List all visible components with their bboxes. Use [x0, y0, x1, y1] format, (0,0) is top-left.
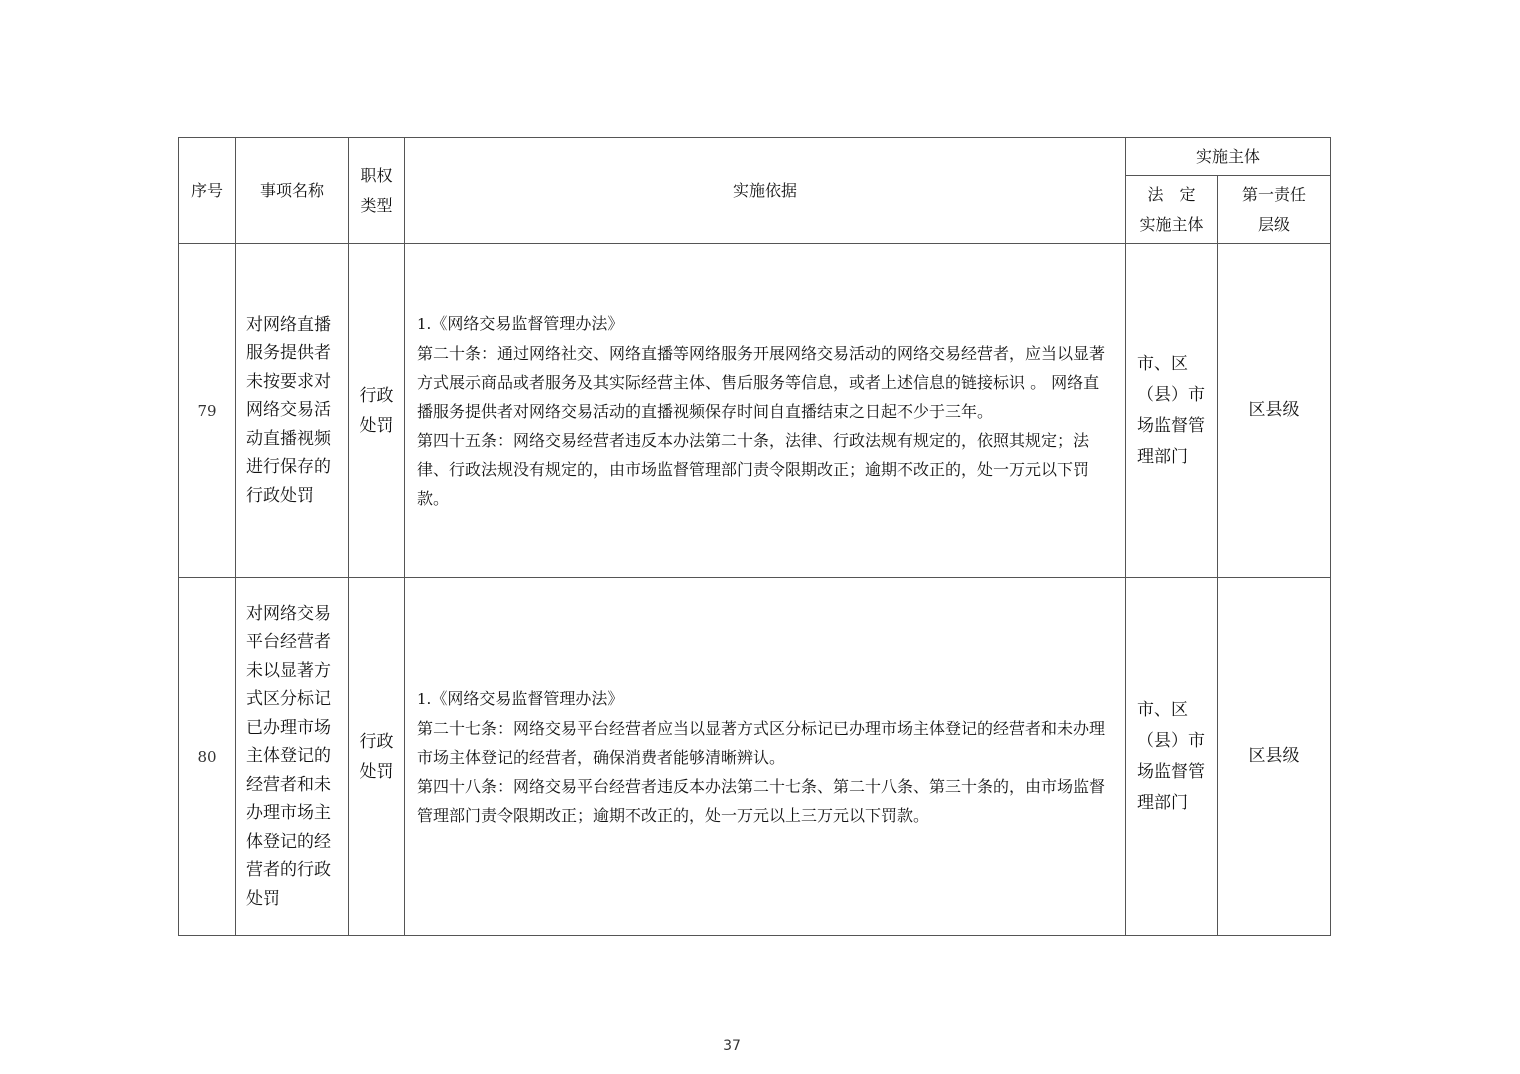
law-number: 1.: [417, 314, 432, 333]
row-legal-subject: 市、区（县）市场监督管理部门: [1126, 578, 1218, 936]
basis-article: 第二十七条：网络交易平台经营者应当以显著方式区分标记已办理市场主体登记的经营者和未办理市场主体登记的经营者，确保消费者能够清晰辨认。: [417, 718, 1106, 767]
row-type: 行政 处罚: [349, 244, 405, 578]
law-title: 《网络交易监督管理办法》: [431, 313, 624, 333]
law-title-line: [417, 684, 1115, 714]
enforcement-matters-table: [178, 137, 1331, 936]
law-title-line: [417, 309, 1115, 339]
basis-article: 第四十五条：网络交易经营者违反本办法第二十条，法律、行政法规有规定的，依照其规定；法律、行政法规没有规定的，由市场监督管理部门责令限期改正；逾期不改正的，处一万元以下罚款。: [417, 430, 1090, 508]
header-name: 事项名称: [236, 138, 349, 244]
table-row: [179, 244, 1331, 578]
header-legal-subject: 法 定 实施主体: [1126, 176, 1218, 244]
table-row: [179, 578, 1331, 936]
row-index: 80: [179, 578, 236, 936]
row-level: 区县级: [1218, 244, 1331, 578]
row-level: 区县级: [1218, 578, 1331, 936]
header-index: 序号: [179, 138, 236, 244]
page-number: 37: [723, 1038, 741, 1054]
row-type: 行政 处罚: [349, 578, 405, 936]
row-name: 对网络直播服务提供者未按要求对网络交易活动直播视频进行保存的行政处罚: [236, 244, 349, 578]
row-basis: [405, 244, 1126, 578]
header-subject-group: 实施主体: [1126, 138, 1331, 176]
law-number: 1.: [417, 689, 432, 708]
row-basis: [405, 578, 1126, 936]
row-name: 对网络交易平台经营者未以显著方式区分标记已办理市场主体登记的经营者和未办理市场主体登记的经营者的行政处罚: [236, 578, 349, 936]
row-index: 79: [179, 244, 236, 578]
basis-article: 第二十条：通过网络社交、网络直播等网络服务开展网络交易活动的网络交易经营者，应当以显著方式展示商品或者服务及其实际经营主体、售后服务等信息，或者上述信息的链接标识 。 网络直播服务提供者对网络交易活动的直播视频保存时间自直播结束之日起不少于三年。: [417, 343, 1106, 421]
basis-article: 第四十八条：网络交易平台经营者违反本办法第二十七条、第二十八条、第三十条的，由市场监督管理部门责令限期改正；逾期不改正的，处一万元以上三万元以下罚款。: [417, 776, 1106, 825]
law-title: 《网络交易监督管理办法》: [431, 688, 624, 708]
header-responsibility-level: 第一责任 层级: [1218, 176, 1331, 244]
header-basis: 实施依据: [405, 138, 1126, 244]
row-legal-subject: 市、区（县）市场监督管理部门: [1126, 244, 1218, 578]
header-type: 职权 类型: [349, 138, 405, 244]
